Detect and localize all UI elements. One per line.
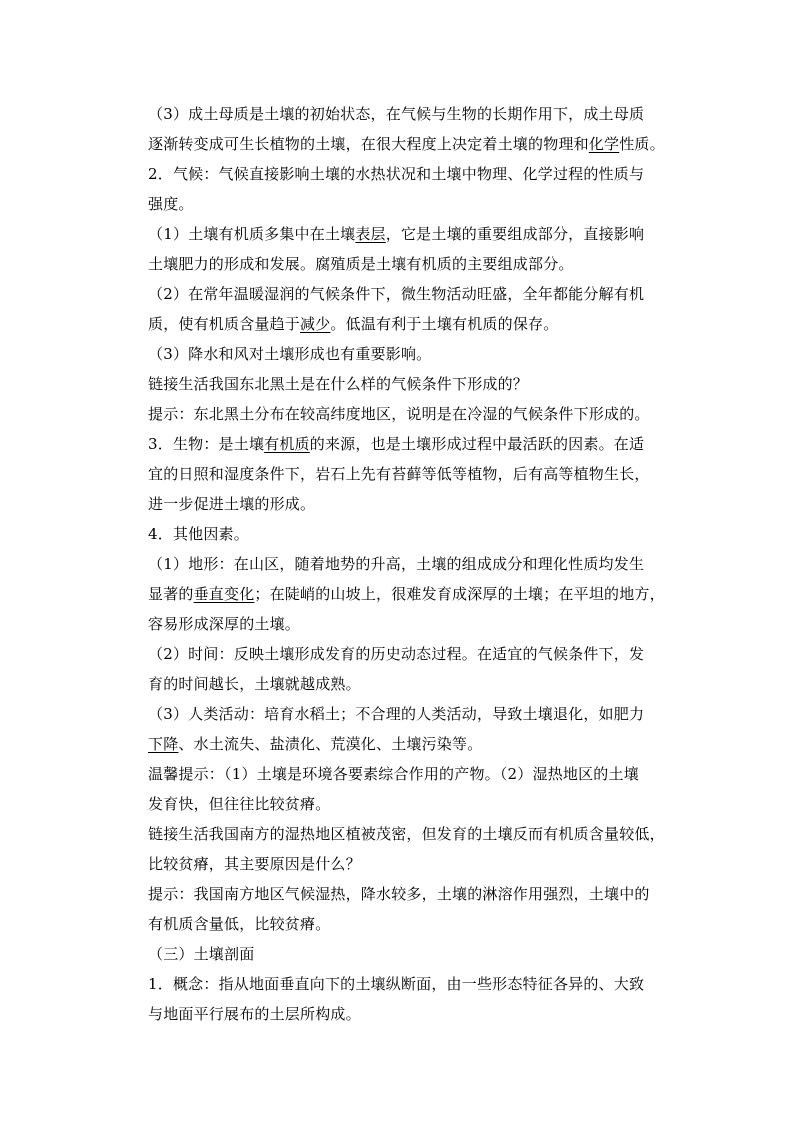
text-segment: 容易形成深厚的土壤。 [148, 615, 301, 633]
text-segment: 。低温有利于土壤有机质的保存。 [330, 315, 559, 333]
text-line [148, 879, 703, 909]
text-line [148, 849, 703, 879]
text-segment: 提示：东北黑土分布在较高纬度地区，说明是在冷湿的气候条件下形成的。 [148, 405, 650, 423]
text-line [148, 159, 703, 189]
text-line [148, 519, 703, 549]
text-segment: 逐渐转变成可生长植物的土壤，在很大程度上决定着土壤的物理和 [148, 135, 589, 153]
text-segment: （3）降水和风对土壤形成也有重要影响。 [148, 345, 432, 363]
text-segment: 性质。 [619, 135, 665, 153]
underlined-term: 化学 [588, 135, 620, 153]
text-line [148, 129, 703, 159]
document-body [148, 99, 703, 1029]
text-line [148, 249, 703, 279]
text-line [148, 579, 703, 609]
underlined-term: 有机质 [264, 435, 310, 453]
text-line [148, 429, 703, 459]
text-line [148, 939, 703, 969]
text-line [148, 549, 703, 579]
text-segment: 质，使有机质含量趋于 [148, 315, 301, 333]
text-line [148, 909, 703, 939]
text-segment: （三）土壤剖面 [148, 945, 255, 963]
text-segment: 的来源，也是土壤形成过程中最活跃的因素。在适 [309, 435, 645, 453]
text-line [148, 819, 703, 849]
text-line [148, 639, 703, 669]
text-segment: 进一步促进土壤的形成。 [148, 495, 316, 513]
text-segment: 比较贫瘠，其主要原因是什么？ [148, 855, 361, 873]
text-segment: （1）土壤有机质多集中在土壤 [148, 225, 356, 243]
text-segment: （2）在常年温暖湿润的气候条件下，微生物活动旺盛，全年都能分解有机 [148, 285, 645, 303]
underlined-term: 下降 [148, 735, 179, 753]
text-segment: （3）人类活动：培育水稻土；不合理的人类活动，导致土壤退化，如肥力 [148, 705, 645, 723]
text-line [148, 279, 703, 309]
text-segment: 温馨提示：（1）土壤是环境各要素综合作用的产物。（2）湿热地区的土壤 [148, 765, 639, 783]
text-line [148, 729, 703, 759]
text-segment: ，它是土壤的重要组成部分，直接影响 [385, 225, 645, 243]
text-line [148, 99, 703, 129]
text-line [148, 309, 703, 339]
text-segment: 提示：我国南方地区气候湿热，降水较多，土壤的淋溶作用强烈，土壤中的 [148, 885, 650, 903]
text-segment: （3）成土母质是土壤的初始状态，在气候与生物的长期作用下，成土母质 [148, 105, 645, 123]
text-segment: 土壤肥力的形成和发展。腐殖质是土壤有机质的主要组成部分。 [148, 255, 574, 273]
text-line [148, 459, 703, 489]
text-segment: 1．概念：指从地面垂直向下的土壤纵断面，由一些形态特征各异的、大致 [148, 975, 645, 993]
text-segment: 宜的日照和湿度条件下，岩石上先有苔藓等低等植物，后有高等植物生长， [148, 465, 650, 483]
text-segment: 链接生活我国南方的湿热地区植被茂密，但发育的土壤反而有机质含量较低， [148, 825, 665, 843]
text-line [148, 969, 703, 999]
text-line [148, 759, 703, 789]
text-line [148, 999, 703, 1029]
text-line [148, 699, 703, 729]
text-segment: 、水土流失、盐渍化、荒漠化、土壤污染等。 [178, 735, 483, 753]
text-segment: 显著的 [148, 585, 194, 603]
text-line [148, 399, 703, 429]
text-line [148, 789, 703, 819]
text-segment: ；在陡峭的山坡上，很难发育成深厚的土壤；在平坦的地方， [254, 585, 665, 603]
text-line [148, 369, 703, 399]
text-segment: 育的时间越长，土壤就越成熟。 [148, 675, 361, 693]
underlined-term: 垂直变化 [193, 585, 255, 603]
underlined-term: 减少 [300, 315, 331, 333]
text-line [148, 669, 703, 699]
text-segment: 2．气候：气候直接影响土壤的水热状况和土壤中物理、化学过程的性质与 [148, 165, 645, 183]
text-line [148, 219, 703, 249]
text-segment: （2）时间：反映土壤形成发育的历史动态过程。在适宜的气候条件下，发 [148, 645, 645, 663]
text-segment: 4．其他因素。 [148, 525, 249, 543]
text-segment: 有机质含量低，比较贫瘠。 [148, 915, 331, 933]
text-line [148, 489, 703, 519]
text-segment: 3．生物：是土壤 [148, 435, 265, 453]
text-segment: （1）地形：在山区，随着地势的升高，土壤的组成成分和理化性质均发生 [148, 555, 645, 573]
underlined-term: 表层 [355, 225, 386, 243]
text-segment: 强度。 [148, 195, 194, 213]
text-line [148, 609, 703, 639]
text-line [148, 339, 703, 369]
text-segment: 发育快，但往往比较贫瘠。 [148, 795, 331, 813]
text-line [148, 189, 703, 219]
text-segment: 链接生活我国东北黑土是在什么样的气候条件下形成的？ [148, 375, 529, 393]
text-segment: 与地面平行展布的土层所构成。 [148, 1005, 361, 1023]
